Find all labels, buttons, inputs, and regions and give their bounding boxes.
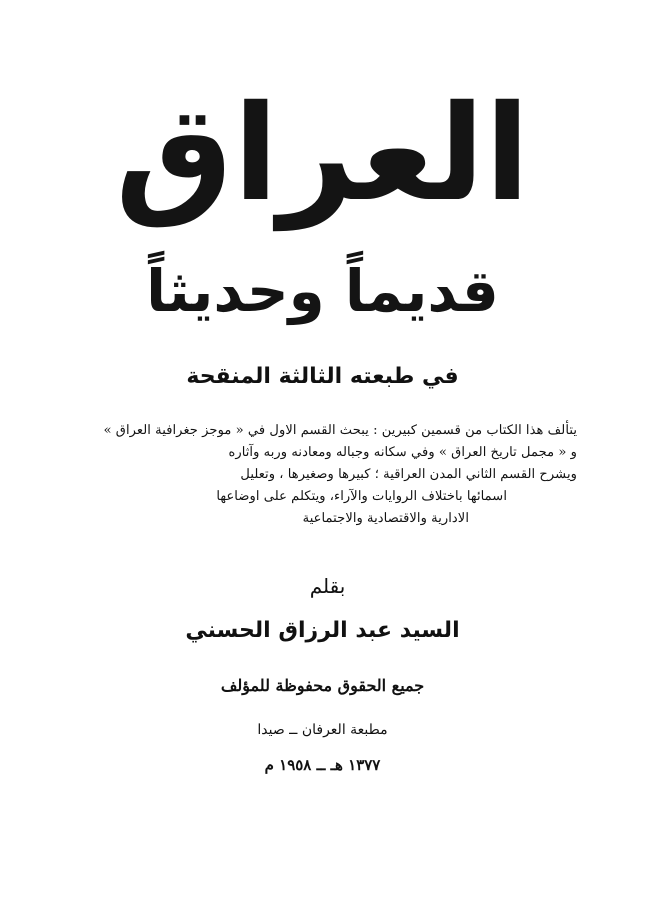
book-description — [57, 420, 577, 530]
description-line: و « مجمل تاريخ العراق » وفي سكانه وجباله ومعادنه وربه وآثاره — [228, 445, 577, 460]
description-line: اسمائها باختلاف الروايات والآراء، ويتكلم على اوضاعها — [216, 489, 507, 504]
book-title: العراق — [115, 77, 530, 231]
description-line: الادارية والاقتصادية والاجتماعية — [302, 511, 469, 526]
description-line: يتألف هذا الكتاب من قسمين كبيرين : يبحث القسم الاول في « موجز جغرافية العراق » — [103, 423, 577, 438]
publication-date: ١٣٧٧ هـ ــ ١٩٥٨ م — [264, 756, 381, 774]
copyright-notice: جميع الحقوق محفوظة للمؤلف — [220, 676, 425, 695]
publisher-press: مطبعة العرفان ــ صيدا — [257, 722, 388, 738]
author-name: السيد عبد الرزاق الحسني — [185, 618, 460, 643]
description-line: ويشرح القسم الثاني المدن العراقية ؛ كبيرها وصغيرها ، وتعليل — [240, 467, 577, 482]
by-label: بقلم — [309, 574, 346, 598]
book-subtitle: قديماً وحديثاً — [146, 257, 499, 325]
edition-note: في طبعته الثالثة المنقحة — [186, 364, 459, 389]
